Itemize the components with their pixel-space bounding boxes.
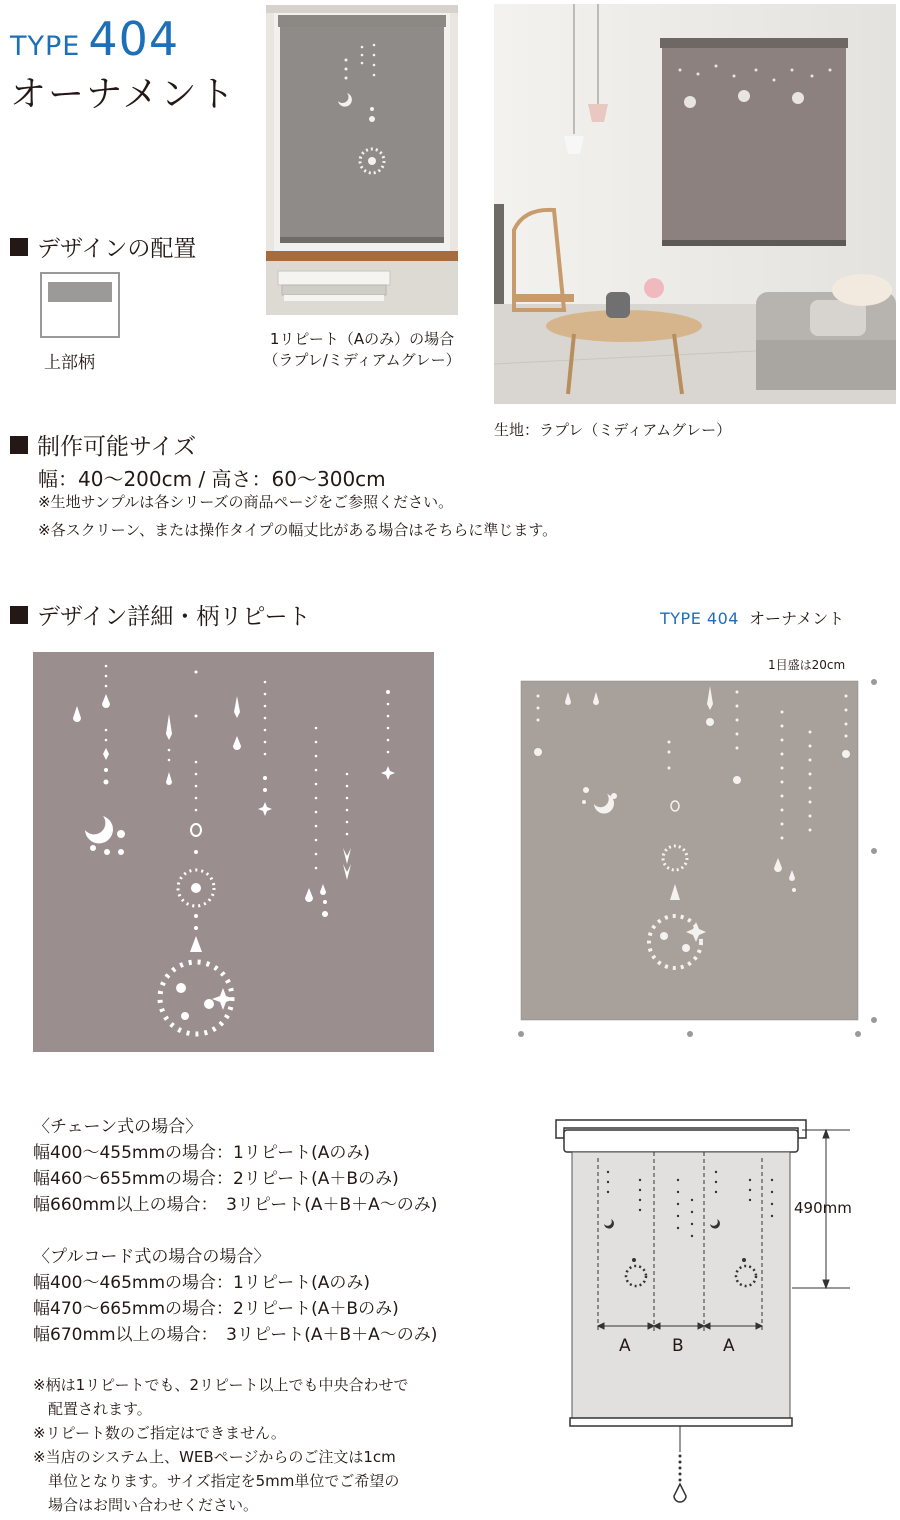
size-range: 幅：40〜200cm / 高さ：60〜300cm (38, 467, 386, 491)
product-title: オーナメント (10, 74, 237, 115)
repeat-label-a: A (619, 1336, 631, 1356)
layout-swatch (40, 272, 120, 338)
list-item: 幅660mm以上の場合： 3リピート(A＋B＋A〜のみ) (33, 1195, 438, 1215)
type-number: 404 (88, 12, 180, 66)
footnote: ※リピート数のご指定はできません。 (33, 1424, 286, 1442)
chain-heading: 〈チェーン式の場合〉 (33, 1117, 203, 1137)
repeat-label-b: B (672, 1336, 684, 1356)
pattern-scale-panel (510, 672, 890, 1042)
type-code: TYPE 404 (660, 609, 739, 628)
list-item: 幅670mm以上の場合： 3リピート(A＋B＋A〜のみ) (33, 1325, 438, 1345)
footnote: 単位となります。サイズ指定を5mm単位でご希望の (33, 1472, 400, 1490)
list-item: 幅400〜455mmの場合：1リピート(Aのみ) (33, 1143, 371, 1163)
chain-list (33, 1114, 437, 1218)
photo-small-caption (256, 329, 468, 371)
list-item: 幅470〜665mmの場合：2リピート(A＋Bのみ) (33, 1299, 399, 1319)
type-heading (10, 12, 179, 66)
section-title: デザインの配置 (37, 236, 197, 262)
footnote: ※柄は1リピートでも、2リピート以上でも中央合わせで (33, 1376, 409, 1394)
room-photo-caption: 生地：ラプレ（ミディアムグレー） (494, 421, 732, 439)
section-design-detail (10, 598, 310, 631)
footnotes (33, 1373, 408, 1517)
pattern-swatch (33, 652, 434, 1052)
section-title: デザイン詳細・柄リピート (37, 604, 311, 630)
list-item: 幅460〜655mmの場合：2リピート(A＋Bのみ) (33, 1169, 399, 1189)
list-item: 幅400〜465mmの場合：1リピート(Aのみ) (33, 1273, 371, 1293)
room-photo (494, 4, 896, 404)
pullcord-heading: 〈プルコード式の場合の場合〉 (33, 1247, 271, 1267)
section-sizes (10, 428, 196, 461)
footnote: ※当店のシステム上、WEBページからのご注文は1cm (33, 1448, 396, 1466)
caption-line-2: （ラプレ/ミディアムグレー） (263, 351, 461, 369)
top-pattern-band (48, 282, 112, 302)
size-note-1: ※生地サンプルは各シリーズの商品ページをご参照ください。 (38, 493, 454, 511)
size-note-2: ※各スクリーン、または操作タイプの幅丈比がある場合はそちらに準じます。 (38, 521, 558, 539)
height-label: 490mm (794, 1199, 852, 1217)
footnote: 配置されます。 (33, 1400, 152, 1418)
type-label: TYPE (10, 31, 81, 62)
repeat-label-a: A (723, 1336, 735, 1356)
square-bullet-icon (10, 238, 28, 256)
footnote: 場合はお問い合わせください。 (33, 1496, 259, 1514)
blind-diagram (550, 1100, 890, 1515)
square-bullet-icon (10, 606, 28, 624)
section-title: 制作可能サイズ (37, 434, 197, 460)
section-design-layout (10, 230, 196, 263)
blind-photo-small (266, 5, 458, 315)
caption-line-1: 1リピート（Aのみ）の場合 (269, 330, 455, 348)
scale-note: 1目盛は20cm (768, 658, 846, 672)
square-bullet-icon (10, 436, 28, 454)
detail-type-label (660, 606, 844, 629)
type-name: オーナメント (748, 609, 845, 628)
pullcord-list (33, 1244, 437, 1348)
swatch-label: 上部柄 (44, 353, 95, 373)
